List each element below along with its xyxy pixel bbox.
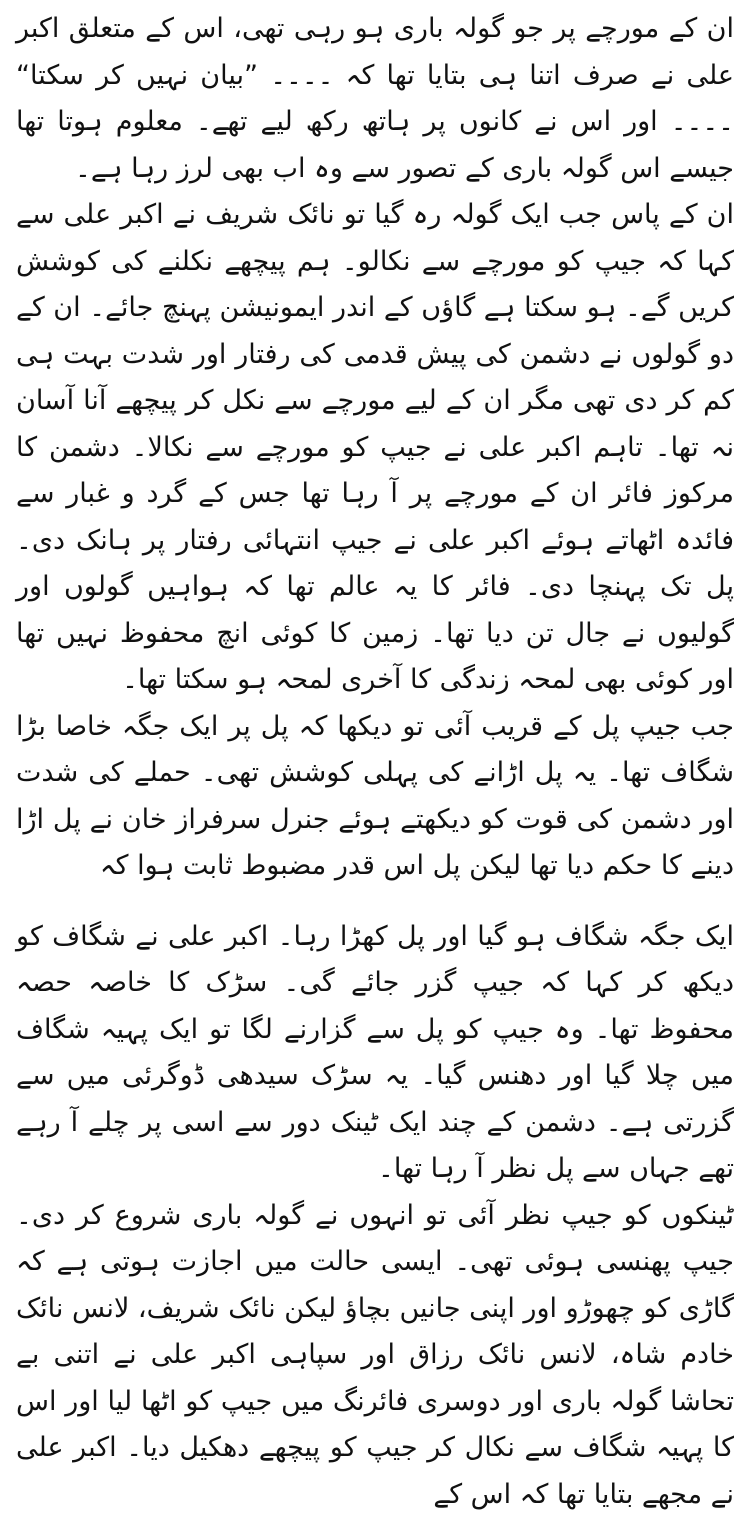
paragraph-1: ان کے مورچے پر جو گولہ باری ہو رہی تھی، اس کے متعلق اکبر علی نے صرف اتنا ہی بتایا تھا کہ ۔۔۔۔ ”بیان نہیں کر سکتا“ ۔۔۔۔ اور اس نے کانوں پر ہاتھ رکھ لیے تھے۔ معلوم ہوتا تھا جیسے اس گولہ باری کے تصور سے وہ اب بھی لرز رہا ہے۔ <box>16 6 734 192</box>
paragraph-5: ٹینکوں کو جیپ نظر آئی تو انہوں نے گولہ باری شروع کر دی۔ جیپ پھنسی ہوئی تھی۔ ایسی حالت میں اجازت ہوتی ہے کہ گاڑی کو چھوڑو اور اپنی جانیں بچاؤ لیکن نائک شریف، لانس نائک خادم شاہ، لانس نائک رزاق اور سپاہی اکبر علی نے اتنی بے تحاشا گولہ باری اور دوسری فائرنگ میں جیپ کو اٹھا لیا اور اس کا پہیہ شگاف سے نکال کر جیپ کو پیچھے دھکیل دیا۔ اکبر علی نے مجھے بتایا تھا کہ اس کے <box>16 1193 734 1518</box>
paragraph-3: جب جیپ پل کے قریب آئی تو دیکھا کہ پل پر ایک جگہ خاصا بڑا شگاف تھا۔ یہ پل اڑانے کی پہلی کوشش تھی۔ حملے کی شدت اور دشمن کی قوت کو دیکھتے ہوئے جنرل سرفراز خان نے پل اڑا دینے کا حکم دیا تھا لیکن پل اس قدر مضبوط ثابت ہوا کہ <box>16 704 734 890</box>
paragraph-4: ایک جگہ شگاف ہو گیا اور پل کھڑا رہا۔ اکبر علی نے شگاف کو دیکھ کر کہا کہ جیپ گزر جائے گی۔ سڑک کا خاصہ حصہ محفوظ تھا۔ وہ جیپ کو پل سے گزارنے لگا تو ایک پہیہ شگاف میں چلا گیا اور دھنس گیا۔ یہ سڑک سیدھی ڈوگرئی میں سے گزرتی ہے۔ دشمن کے چند ایک ٹینک دور سے اسی پر چلے آ رہے تھے جہاں سے پل نظر آ رہا تھا۔ <box>16 914 734 1193</box>
paragraph-2: ان کے پاس جب ایک گولہ رہ گیا تو نائک شریف نے اکبر علی سے کہا کہ جیپ کو مورچے سے نکالو۔ ہم پیچھے نکلنے کی کوشش کریں گے۔ ہو سکتا ہے گاؤں کے اندر ایمونیشن پہنچ جائے۔ ان کے دو گولوں نے دشمن کی پیش قدمی کی رفتار اور شدت بہت ہی کم کر دی تھی مگر ان کے لیے مورچے سے نکل کر پیچھے آنا آسان نہ تھا۔ تاہم اکبر علی نے جیپ کو مورچے سے نکالا۔ دشمن کا مرکوز فائر ان کے مورچے پر آ رہا تھا جس کے گرد و غبار سے فائدہ اٹھاتے ہوئے اکبر علی نے جیپ انتہائی رفتار پر ہانک دی۔ پل تک پہنچا دی۔ فائر کا یہ عالم تھا کہ ہواہیں گولوں اور گولیوں نے جال تن دیا تھا۔ زمین کا کوئی انچ محفوظ نہیں تھا اور کوئی بھی لمحہ زندگی کا آخری لمحہ ہو سکتا تھا۔ <box>16 192 734 704</box>
